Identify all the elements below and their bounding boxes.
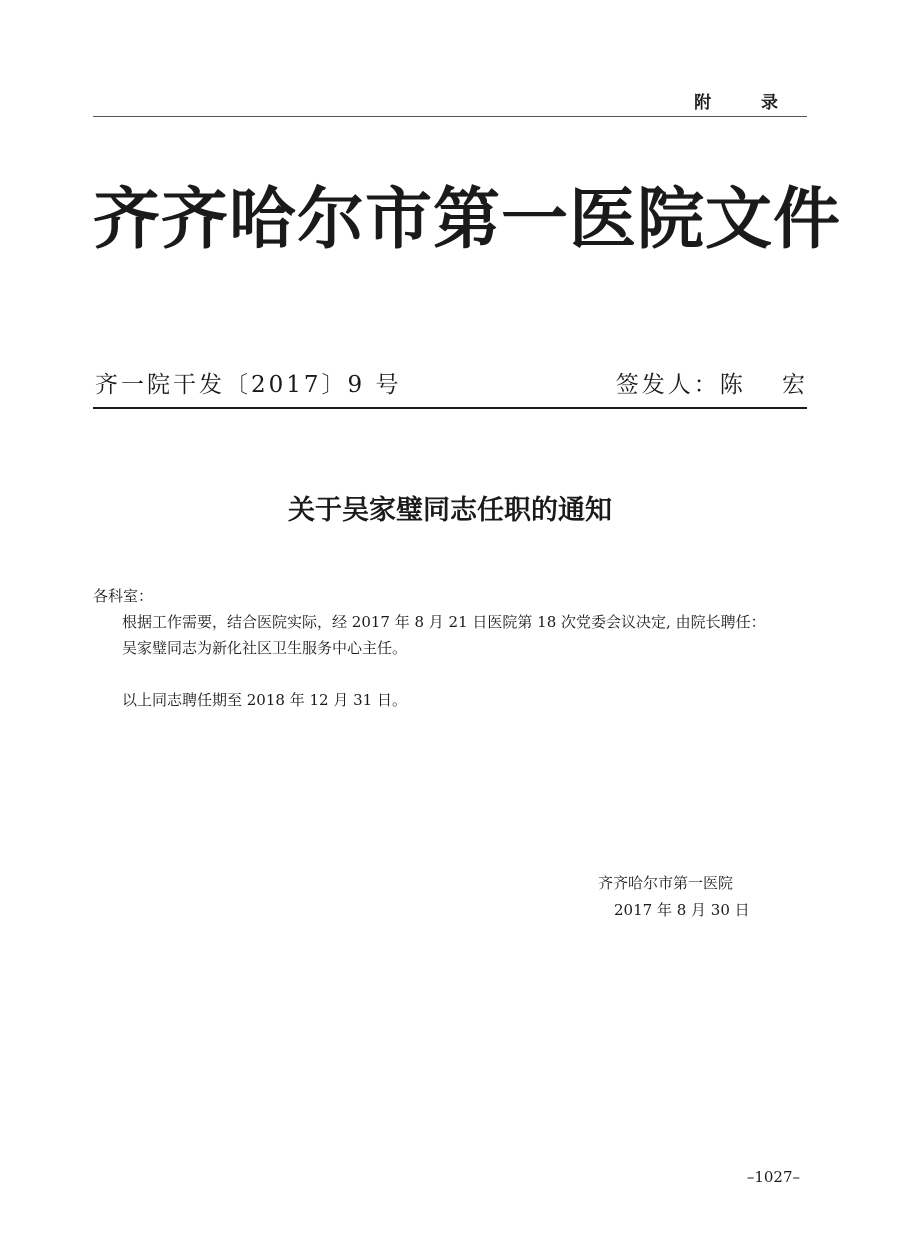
paragraph-1-line-2: 吴家璧同志为新化社区卫生服务中心主任。 xyxy=(122,639,408,657)
notice-title: 关于吴家璧同志任职的通知 xyxy=(288,495,612,526)
title-divider xyxy=(93,407,807,409)
issuer xyxy=(615,366,821,399)
document-title: 齐齐哈尔市第一医院文件 xyxy=(93,179,841,258)
signature-date: 2017 年 8 月 30 日 xyxy=(614,901,750,919)
paragraph-1-line-1: 根据工作需要，结合医院实际，经 2017 年 8 月 21 日医院第 18 次党委会议决定, 由院长聘任： xyxy=(122,613,766,631)
salutation: 各科室： xyxy=(93,587,154,605)
issuer-name: 陈 宏 xyxy=(719,372,821,398)
running-head: 附 录 xyxy=(694,93,800,113)
paragraph-2: 以上同志聘任期至 2018 年 12 月 31 日。 xyxy=(122,691,407,709)
signature-organization: 齐齐哈尔市第一医院 xyxy=(598,874,734,892)
header-rule xyxy=(93,116,807,117)
document-number: 齐一院干发〔2017〕9 号 xyxy=(95,372,402,398)
issuer-label: 签发人： xyxy=(615,372,720,398)
page-number: –1027– xyxy=(746,1168,800,1186)
